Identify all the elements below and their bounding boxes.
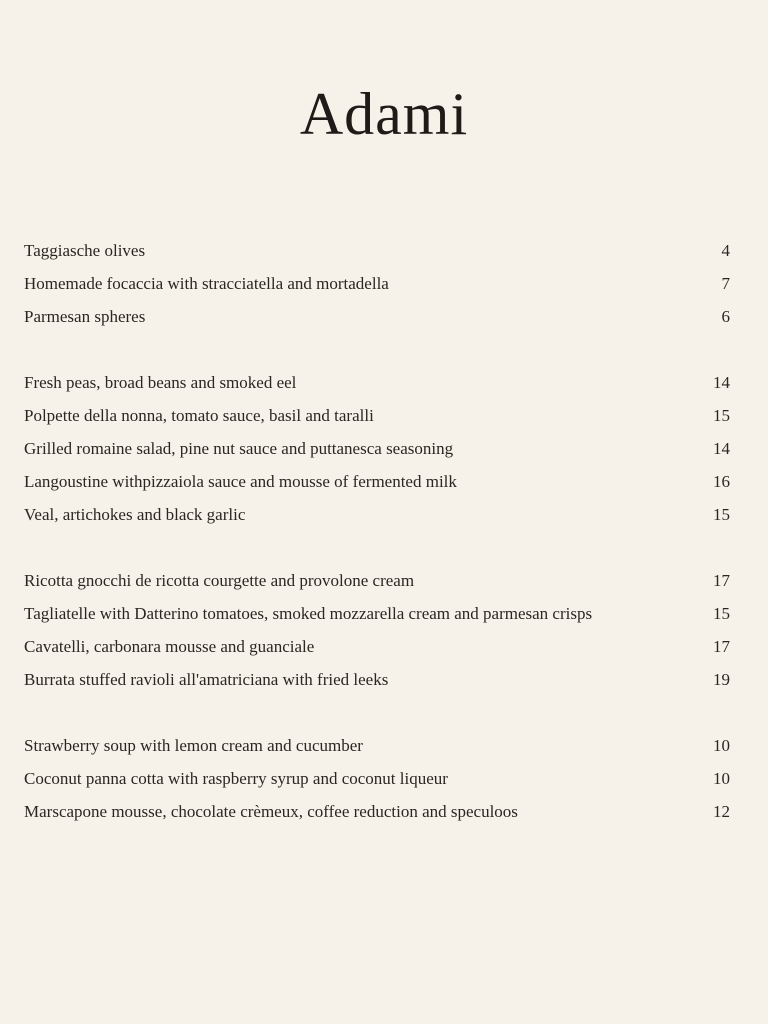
menu-item-price: 17: [713, 637, 730, 656]
menu-item-price: 14: [713, 439, 730, 458]
menu-item-name: Homemade focaccia with stracciatella and mortadella: [24, 274, 389, 293]
menu-item-price: 17: [713, 571, 730, 590]
menu-item: [24, 395, 730, 428]
menu-list: [24, 230, 730, 824]
menu-item: [24, 461, 730, 494]
menu-section-starters: [24, 230, 730, 329]
menu-item-price: 15: [713, 505, 730, 524]
menu-item-name: Burrata stuffed ravioli all'amatriciana with fried leeks: [24, 670, 389, 689]
menu-item: [24, 230, 730, 263]
menu-item: [24, 263, 730, 296]
menu-item: [24, 428, 730, 461]
menu-item-name: Coconut panna cotta with raspberry syrup and coconut liqueur: [24, 769, 448, 788]
menu-item-name: Langoustine withpizzaiola sauce and mousse of fermented milk: [24, 472, 457, 491]
menu-item-price: 12: [713, 802, 730, 821]
menu-item: [24, 560, 730, 593]
menu-item-name: Marscapone mousse, chocolate crèmeux, coffee reduction and speculoos: [24, 802, 518, 821]
menu-item: [24, 593, 730, 626]
menu-item: [24, 626, 730, 659]
menu-item-name: Parmesan spheres: [24, 307, 146, 326]
menu-item: [24, 791, 730, 824]
menu-item-name: Cavatelli, carbonara mousse and guanciale: [24, 637, 315, 656]
menu-item-price: 7: [721, 274, 730, 293]
menu-item-name: Polpette della nonna, tomato sauce, basil and taralli: [24, 406, 374, 425]
menu-item-price: 15: [713, 604, 730, 623]
menu-item: [24, 296, 730, 329]
menu-item: [24, 758, 730, 791]
menu-item: [24, 725, 730, 758]
menu-item-name: Tagliatelle with Datterino tomatoes, smoked mozzarella cream and parmesan crisps: [24, 604, 593, 623]
menu-item-price: 15: [713, 406, 730, 425]
menu-item-name: Veal, artichokes and black garlic: [24, 505, 246, 524]
menu-item-price: 19: [713, 670, 730, 689]
menu-item: [24, 494, 730, 527]
menu-item-price: 10: [713, 769, 730, 788]
menu-item-name: Grilled romaine salad, pine nut sauce and puttanesca seasoning: [24, 439, 454, 458]
menu-section-desserts: [24, 725, 730, 824]
menu-section-antipasti: [24, 362, 730, 527]
menu-item-name: Taggiasche olives: [24, 241, 146, 260]
menu-item-price: 16: [713, 472, 730, 491]
menu-item-price: 10: [713, 736, 730, 755]
menu-item-price: 4: [721, 241, 730, 260]
menu-item-name: Strawberry soup with lemon cream and cucumber: [24, 736, 363, 755]
menu-item: [24, 362, 730, 395]
menu-item-price: 6: [721, 307, 730, 326]
menu-item: [24, 659, 730, 692]
menu-item-name: Ricotta gnocchi de ricotta courgette and provolone cream: [24, 571, 415, 590]
menu-item-price: 14: [713, 373, 730, 392]
menu-section-pasta: [24, 560, 730, 692]
restaurant-title: Adami: [299, 81, 469, 147]
menu-item-name: Fresh peas, broad beans and smoked eel: [24, 373, 297, 392]
